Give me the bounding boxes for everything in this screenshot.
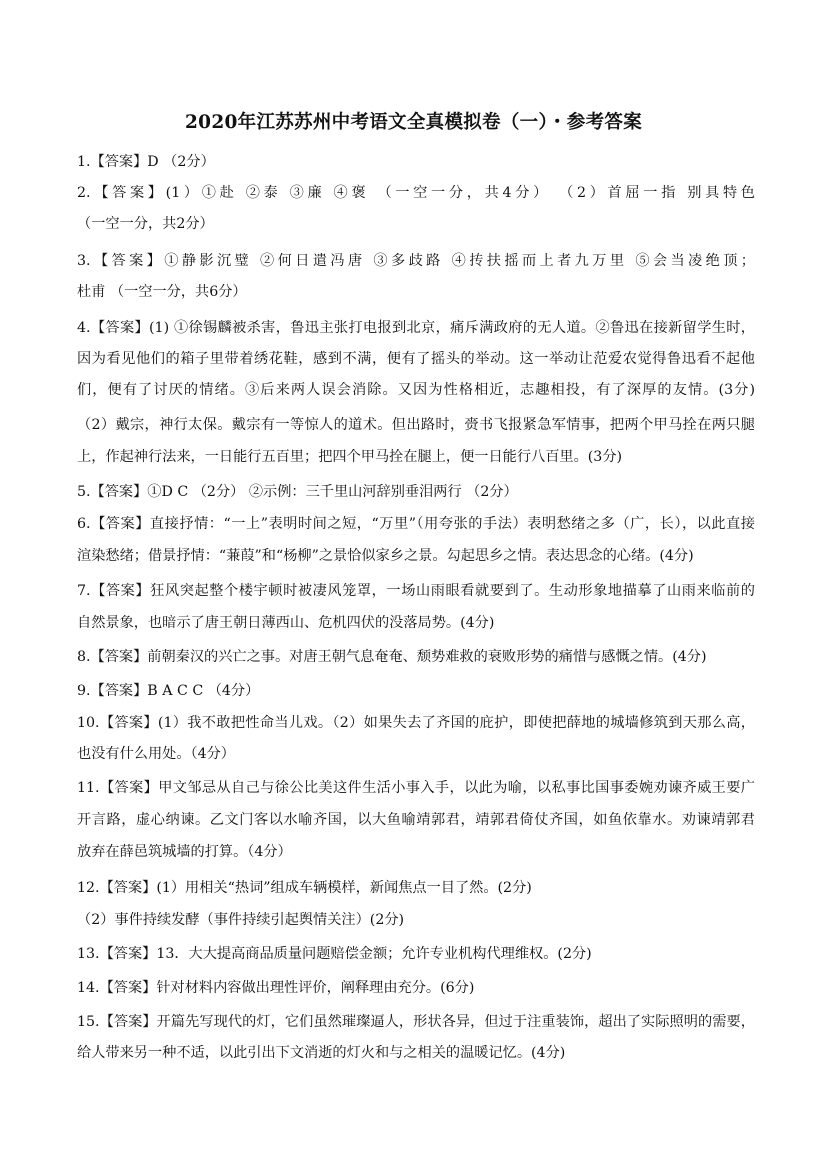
answer-line: 14.【答案】针对材料内容做出理性评价，阐释理由充分。(6分) [77,980,475,996]
answer-line: 15.【答案】开篇先写现代的灯，它们虽然璀璨逼人，形状各异，但过于注重装饰，超出了实际照明的需要， [77,1014,755,1030]
answer-line: 6.【答案】直接抒情：“一上”表明时间之短，“万里”（用夸张的手法）表明愁绪之多（广，长），以此直接 [77,516,755,532]
answer-line: （2）戴宗，神行太保。戴宗有一等惊人的道术。但出路时，赍书飞报紧急军情事，把两个甲马拴在两只腿 [77,417,755,433]
answer-line: 们，便有了讨厌的情绪。③后来两人误会消除。又因为性格相近，志趣相投，有了深厚的友情。(3分) [77,382,755,398]
answer-line: 9.【答案】B A C C （4分） [77,683,260,699]
answer-line: 12.【答案】(1）用相关“热词”组成车辆模样，新闻焦点一目了然。(2分) [77,880,532,896]
answer-line: 渲染愁绪；借景抒情：“蒹葭”和“杨柳”之景恰似家乡之景。勾起思乡之情。表达思念的心绪。(4分) [77,548,694,564]
answer-line: 给人带来另一种不适，以此引出下文消逝的灯火和与之相关的温暖记忆。(4分) [77,1045,566,1061]
answer-line: 也没有什么用处。（4分） [77,746,235,762]
answer-line: 上，作起神行法来，一日能行五百里；把四个甲马拴在腿上，便一日能行八百里。(3分) [77,449,623,465]
answer-line: 8.【答案】前朝秦汉的兴亡之事。对唐王朝气息奄奄、颓势难救的衰败形势的痛惜与感慨之情。(4分) [77,649,707,665]
answer-line: 5.【答案】①D C （2分） ②示例：三千里山河辞别垂泪两行 （2分） [77,484,518,500]
answer-line: （2）事件持续发酵（事件持续引起舆情关注）(2分) [77,912,405,928]
answer-line: 7.【答案】狂风突起整个楼宇顿时被凄风笼罩，一场山雨眼看就要到了。生动形象地描摹了山雨来临前的 [77,583,755,599]
answer-line: 11.【答案】甲文邹忌从自己与徐公比美这件生活小事入手，以此为喻，以私事比国事委婉劝谏齐威王要广 [77,780,755,796]
answer-line: 开言路，虚心纳谏。乙文门客以水喻齐国，以大鱼喻靖郭君，靖郭君倚仗齐国，如鱼依靠水。劝谏靖郭君 [77,812,755,828]
answer-line: 2.【答案】(1）①赴 ②泰 ③廉 ④褒 （一空一分，共4分） （2）首屈一指 别具特色 [77,185,755,201]
answer-line: 杜甫 （一空一分，共6分） [77,284,247,300]
answer-line: 4.【答案】(1) ①徐锡麟被杀害，鲁迅主张打电报到北京，痛斥满政府的无人道。②鲁迅在接新留学生时， [77,320,755,336]
page-title: 2020年江苏苏州中考语文全真模拟卷（一）・参考答案 [184,112,643,133]
answer-line: 13.【答案】13．大大提高商品质量问题赔偿金额；允许专业机构代理维权。(2分) [77,946,592,962]
answer-line: 3.【答案】①静影沉璧 ②何日遣冯唐 ③多歧路 ④抟扶摇而上者九万里 ⑤会当凌绝顶； [77,253,755,269]
answer-line: （一空一分，共2分） [77,216,214,232]
answer-line: 10.【答案】(1）我不敢把性命当儿戏。（2）如果失去了齐国的庇护，即使把薛地的城墙修筑到天那么高， [77,715,755,731]
answer-line: 1.【答案】D （2分） [77,154,215,170]
answer-line: 自然景象，也暗示了唐王朝日薄西山、危机四伏的没落局势。(4分) [77,615,495,631]
answer-line: 因为看见他们的箱子里带着绣花鞋，感到不满，便有了摇头的举动。这一举动让范爱农觉得鲁迅看不起他 [77,351,755,367]
answer-line: 放弃在薛邑筑城墙的打算。（4分） [77,844,292,860]
